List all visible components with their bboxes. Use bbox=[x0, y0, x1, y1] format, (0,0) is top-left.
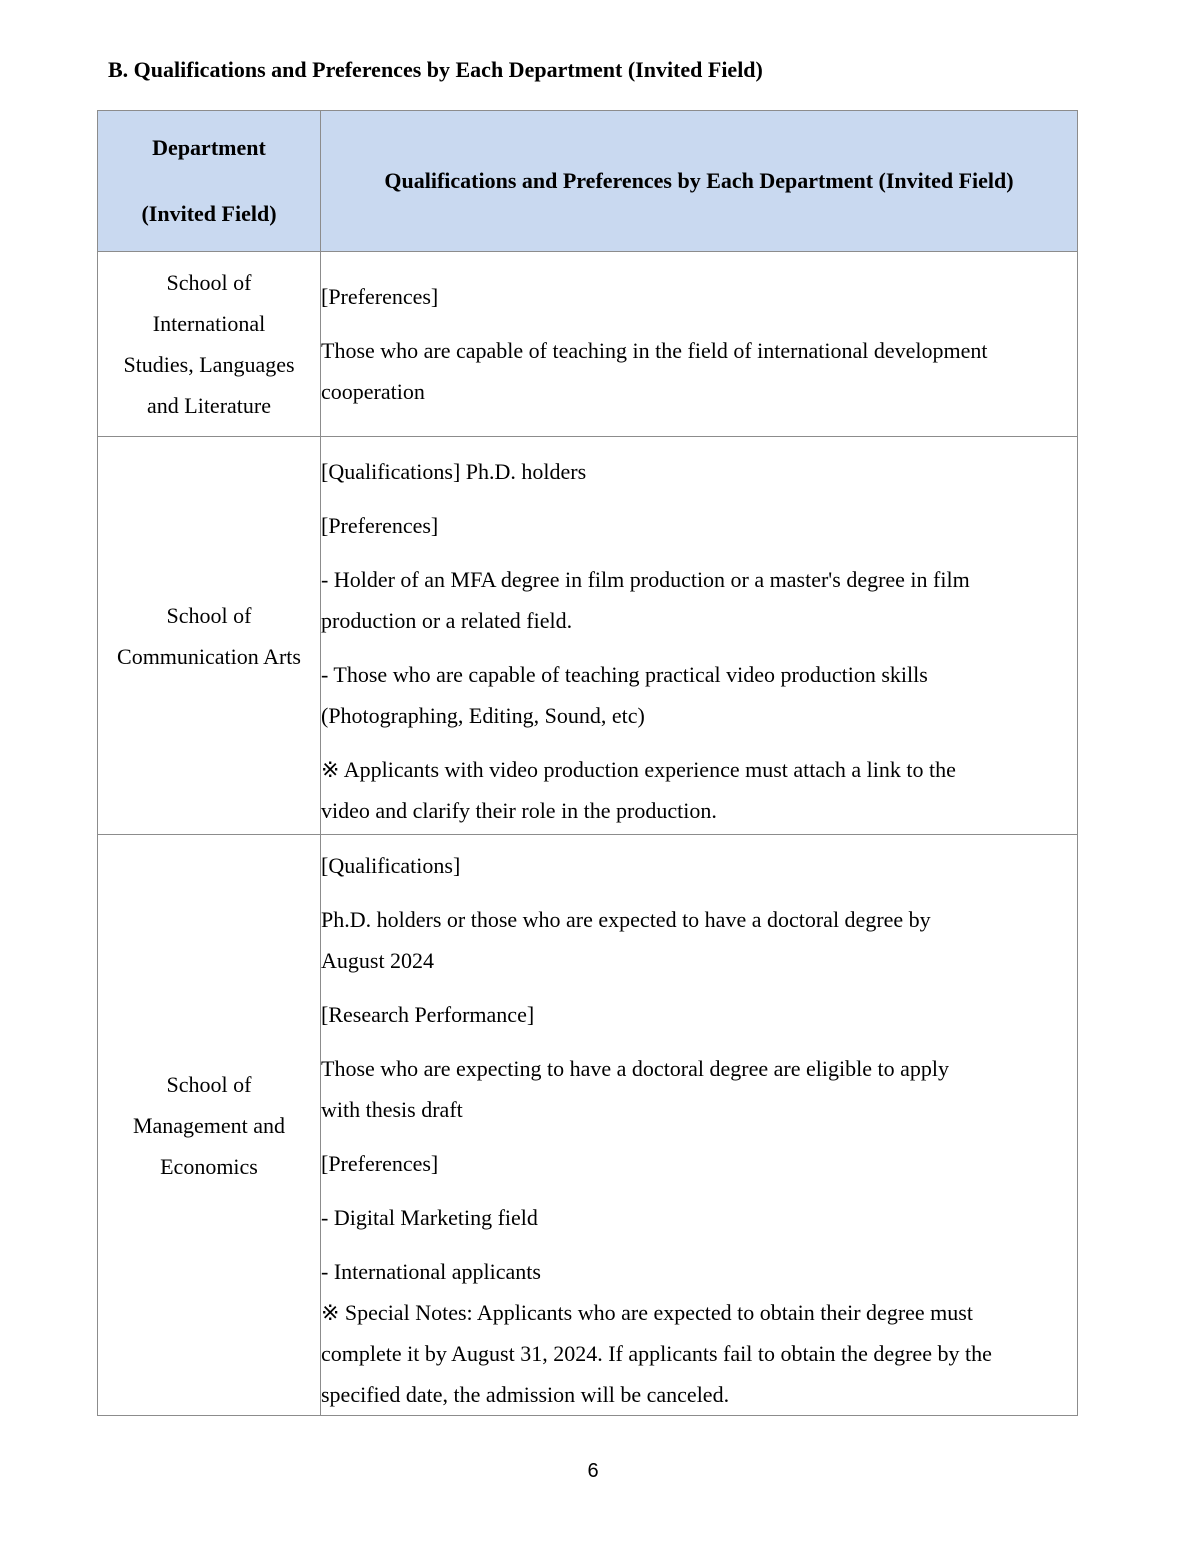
table-row bbox=[98, 252, 1078, 437]
content-line: [Qualifications] bbox=[321, 853, 461, 878]
content-line: with thesis draft bbox=[321, 1097, 463, 1122]
content-line: [Research Performance] bbox=[321, 1002, 535, 1027]
department-cell bbox=[98, 437, 321, 835]
content-line: Those who are expecting to have a doctoral degree are eligible to apply bbox=[321, 1056, 949, 1081]
section-title: B. Qualifications and Preferences by Each Department (Invited Field) bbox=[108, 57, 763, 82]
page-number: 6 bbox=[587, 1460, 599, 1482]
content-line: Those who are capable of teaching in the field of international development bbox=[321, 338, 988, 363]
content-line: August 2024 bbox=[321, 948, 435, 973]
department-line: Communication Arts bbox=[117, 643, 301, 669]
table-row bbox=[98, 835, 1078, 1416]
special-note-line: specified date, the admission will be canceled. bbox=[321, 1382, 730, 1407]
content-line: [Preferences] bbox=[321, 284, 439, 309]
header-department bbox=[98, 111, 321, 252]
table-header-row bbox=[98, 111, 1078, 252]
content-line: cooperation bbox=[321, 379, 425, 404]
content-line: - Digital Marketing field bbox=[321, 1205, 538, 1230]
description-cell bbox=[321, 437, 1078, 835]
content-line: - Those who are capable of teaching practical video production skills bbox=[321, 661, 928, 687]
department-line: School of bbox=[166, 602, 252, 628]
department-line: Management and bbox=[132, 1112, 286, 1138]
header-department-line1: Department bbox=[152, 135, 266, 160]
qualifications-table bbox=[97, 110, 1078, 1416]
department-line: Studies, Languages bbox=[123, 352, 295, 377]
department-line: School of bbox=[166, 1071, 252, 1097]
header-qualifications: Qualifications and Preferences by Each Department (Invited Field) bbox=[321, 111, 1078, 252]
content-line: [Preferences] bbox=[321, 512, 439, 538]
content-line: (Photographing, Editing, Sound, etc) bbox=[321, 702, 645, 728]
department-line: School of bbox=[166, 270, 252, 295]
department-cell bbox=[98, 835, 321, 1416]
table-row bbox=[98, 437, 1078, 835]
content-line: Ph.D. holders or those who are expected to have a doctoral degree by bbox=[321, 907, 931, 932]
content-line: video and clarify their role in the production. bbox=[321, 797, 717, 823]
content-line: - Holder of an MFA degree in film production or a master's degree in film bbox=[321, 566, 970, 592]
description-cell bbox=[321, 835, 1078, 1416]
header-department-line2: (Invited Field) bbox=[141, 201, 277, 226]
special-note-line: ※ Special Notes: Applicants who are expected to obtain their degree must bbox=[321, 1300, 973, 1325]
department-line: and Literature bbox=[147, 393, 271, 418]
special-note-line: complete it by August 31, 2024. If applicants fail to obtain the degree by the bbox=[321, 1341, 992, 1366]
content-line: production or a related field. bbox=[321, 607, 573, 633]
department-line: Economics bbox=[160, 1153, 258, 1179]
description-cell bbox=[321, 252, 1078, 437]
content-line: ※ Applicants with video production experience must attach a link to the bbox=[321, 756, 956, 782]
department-line: International bbox=[152, 311, 266, 336]
content-line: [Qualifications] Ph.D. holders bbox=[321, 458, 587, 484]
department-cell bbox=[98, 252, 321, 437]
content-line: [Preferences] bbox=[321, 1151, 439, 1176]
content-line: - International applicants bbox=[321, 1259, 541, 1284]
